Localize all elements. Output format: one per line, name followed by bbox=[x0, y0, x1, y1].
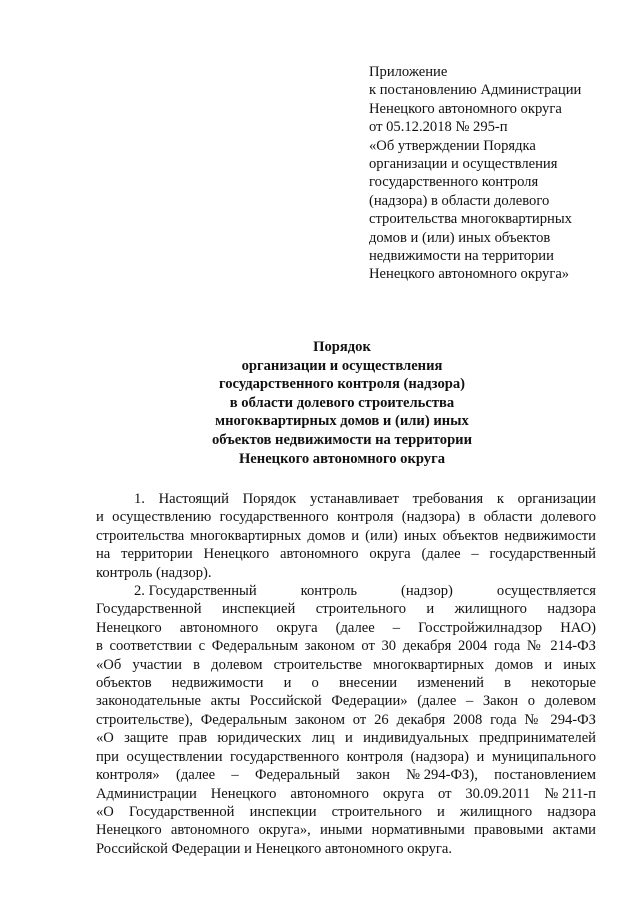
appendix-line: к постановлению Администрации bbox=[369, 82, 582, 99]
word: в bbox=[504, 675, 512, 692]
word: НАО) bbox=[560, 619, 596, 636]
paragraph-line: Российской Федерации и Ненецкого автономного округа. bbox=[96, 840, 453, 857]
word: от bbox=[437, 785, 452, 802]
paragraph-line bbox=[96, 600, 596, 618]
word: 2. Государственный bbox=[134, 583, 257, 600]
word: объектов bbox=[96, 675, 152, 692]
word: постановлением bbox=[494, 767, 596, 784]
word: надзора bbox=[547, 803, 596, 820]
word: округа bbox=[382, 785, 425, 802]
paragraph-line: 1. Настоящий Порядок устанавливает требования к организации bbox=[134, 491, 596, 507]
word: инспекции bbox=[249, 803, 317, 820]
appendix-line: строительства многоквартирных bbox=[369, 211, 572, 228]
word: (далее bbox=[175, 767, 216, 784]
word: – bbox=[231, 767, 239, 784]
word: и bbox=[426, 601, 435, 618]
word: (далее bbox=[335, 619, 375, 636]
word: внесении bbox=[338, 675, 398, 692]
word: строительного bbox=[331, 803, 422, 820]
paragraph-line bbox=[96, 785, 596, 803]
word: № 294-ФЗ), bbox=[406, 767, 478, 784]
word: Федеральный bbox=[254, 767, 340, 784]
paragraph-1 bbox=[96, 490, 596, 582]
word: жилищного bbox=[459, 803, 533, 820]
word: Госстройжилнадзор bbox=[418, 619, 543, 636]
word: Администрации bbox=[96, 785, 197, 802]
appendix-line: организации и осуществления bbox=[369, 156, 558, 173]
word: автономного bbox=[179, 619, 259, 636]
title-line: многоквартирных домов и (или) иных bbox=[215, 413, 469, 430]
paragraph-line: законодательные акты Российской Федерации» (далее – Закон о долевом bbox=[96, 693, 596, 710]
paragraph-line bbox=[96, 674, 596, 692]
paragraph-2 bbox=[96, 582, 596, 858]
appendix-line: (надзора) в области долевого bbox=[369, 192, 550, 209]
appendix-line: недвижимости на территории bbox=[369, 248, 554, 265]
paragraph-line: при осуществлении государственного контроля (надзора) и муниципального bbox=[96, 748, 596, 765]
appendix-line: Ненецкого автономного округа bbox=[369, 100, 562, 117]
appendix-header bbox=[369, 63, 619, 284]
word: жилищного bbox=[454, 601, 527, 618]
appendix-line: домов и (или) иных объектов bbox=[369, 229, 551, 246]
word: и bbox=[437, 803, 445, 820]
paragraph-line: на территории Ненецкого автономного округа (далее – государственный bbox=[96, 546, 596, 563]
document-body bbox=[96, 490, 596, 858]
paragraph-line: контроль (надзор). bbox=[96, 564, 212, 581]
word: надзора bbox=[547, 601, 596, 618]
title-line: Порядок bbox=[313, 339, 371, 355]
word: 30.09.2011 bbox=[465, 785, 531, 802]
word: изменений bbox=[417, 675, 484, 692]
paragraph-line: строительстве), Федеральным законом от 26 декабря 2008 года № 294-ФЗ bbox=[96, 711, 596, 728]
appendix-line: от 05.12.2018 № 295-п bbox=[369, 119, 508, 136]
title-line: объектов недвижимости на территории bbox=[211, 431, 472, 448]
word: Государственной bbox=[128, 803, 235, 820]
title-line: государственного контроля (надзора) bbox=[218, 376, 466, 393]
word: строительного bbox=[315, 601, 407, 618]
appendix-line: государственного контроля bbox=[369, 174, 539, 191]
word: – bbox=[392, 619, 401, 636]
word: (надзор) bbox=[401, 583, 453, 600]
appendix-line: «Об утверждении Порядка bbox=[369, 137, 536, 154]
paragraph-line: Ненецкого автономного округа», иными нормативными правовыми актами bbox=[96, 822, 596, 839]
paragraph-line: «Об участии в долевом строительстве многоквартирных домов и иных bbox=[96, 656, 596, 673]
word: контроля» bbox=[96, 767, 160, 784]
word: округа bbox=[276, 619, 318, 636]
word: «О bbox=[96, 803, 114, 820]
word: Ненецкого bbox=[210, 785, 277, 802]
paragraph-line: в соответствии с Федеральным законом от 30 декабря 2004 года № 214-ФЗ bbox=[96, 638, 596, 655]
appendix-line: Приложение bbox=[369, 64, 448, 80]
title-line: в области долевого строительства bbox=[229, 394, 455, 411]
paragraph-line bbox=[96, 766, 596, 784]
paragraph-line: строительства многоквартирных домов и (или) иных объектов недвижимости bbox=[96, 527, 596, 544]
word: инспекцией bbox=[221, 601, 296, 618]
word: о bbox=[311, 675, 319, 692]
word: закон bbox=[356, 767, 390, 784]
word: контроль bbox=[300, 583, 358, 600]
title-line: организации и осуществления bbox=[241, 357, 443, 374]
document-title bbox=[120, 338, 564, 468]
word: Государственной bbox=[96, 601, 202, 618]
paragraph-line bbox=[96, 803, 596, 821]
word: недвижимости bbox=[171, 675, 264, 692]
word: Ненецкого bbox=[96, 619, 162, 636]
paragraph-line: «О защите прав юридических лиц и индивидуальных предпринимателей bbox=[96, 730, 596, 747]
title-line: Ненецкого автономного округа bbox=[238, 450, 446, 467]
appendix-line: Ненецкого автономного округа» bbox=[369, 266, 570, 283]
word: некоторые bbox=[531, 675, 596, 692]
word: № 211-п bbox=[544, 785, 596, 802]
word: и bbox=[283, 675, 292, 692]
paragraph-line bbox=[96, 582, 596, 600]
paragraph-line bbox=[96, 619, 596, 637]
word: осуществляется bbox=[496, 583, 596, 600]
word: автономного bbox=[290, 785, 369, 802]
paragraph-line: и осуществлению государственного контроля (надзора) в области долевого bbox=[96, 509, 596, 526]
